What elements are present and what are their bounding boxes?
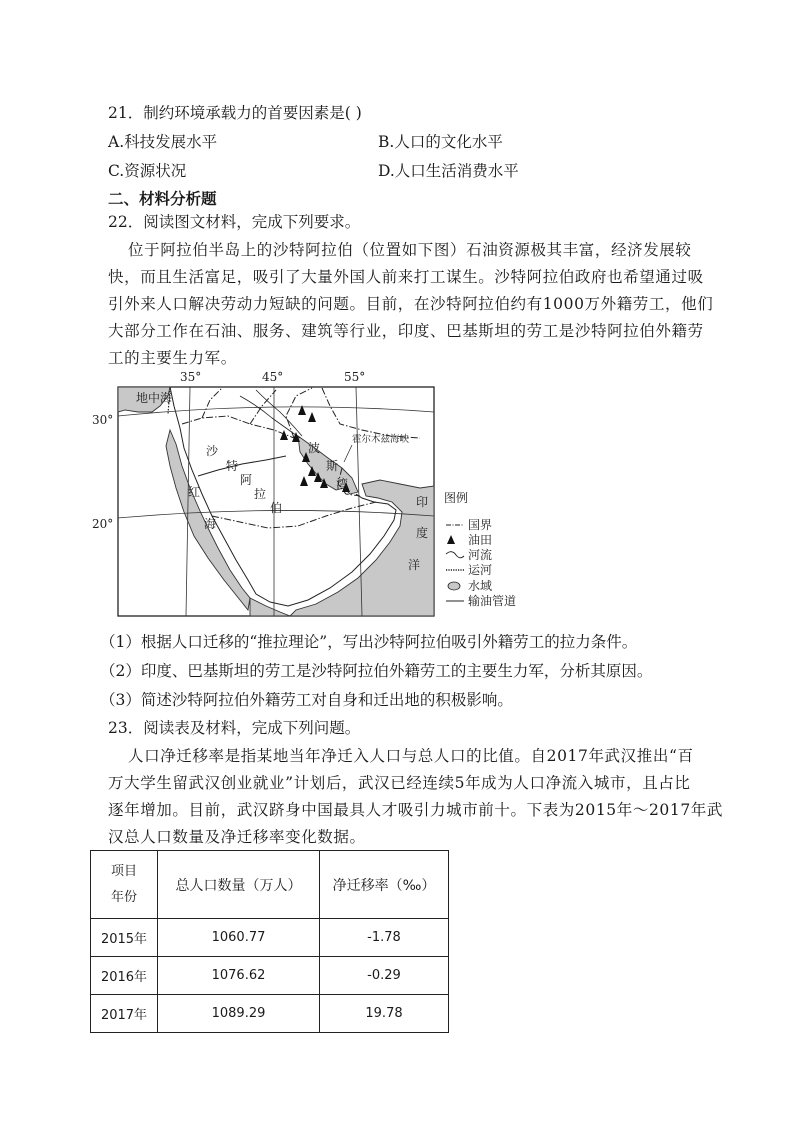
label-redsea-char: 红 [188, 485, 201, 499]
question-23-stem: 23．阅读表及材料，完成下列问题。 [108, 719, 361, 737]
q23-material-line: 逐年增加。目前，武汉跻身中国最具人才吸引力城市前十。下表为2015年～2017年武 [108, 801, 723, 819]
label-indianocean-char: 印 [416, 495, 429, 509]
legend-item: 国界 [468, 518, 493, 532]
legend-item: 油田 [468, 533, 493, 547]
label-hormuz-strait: 霍尔木兹海峡 [352, 434, 410, 445]
label-indianocean-char: 度 [416, 526, 429, 540]
label-redsea-char: 海 [204, 517, 217, 531]
label-gulf-char: 湾 [336, 477, 349, 491]
label-saudi-char: 伯 [270, 501, 283, 515]
legend-title: 图例 [444, 491, 469, 505]
table-header-row [91, 851, 449, 919]
lat-label-30: 30° [92, 413, 114, 427]
column-header-population: 总人口数量（万人） [158, 851, 320, 919]
q22-subquestion-2: （2）印度、巴基斯坦的劳工是沙特阿拉伯外籍劳工的主要生力军，分析其原因。 [100, 662, 653, 680]
population-cell: 1089.29 [158, 995, 320, 1033]
question-21-stem: 21．制约环境承载力的首要因素是( ) [108, 104, 362, 122]
map-legend [444, 490, 516, 608]
table-row [91, 957, 449, 995]
wuhan-population-table [90, 850, 449, 1033]
population-cell: 1060.77 [158, 919, 320, 957]
q22-subquestion-3: （3）简述沙特阿拉伯外籍劳工对自身和迁出地的积极影响。 [100, 691, 513, 709]
q22-material-line: 位于阿拉伯半岛上的沙特阿拉伯（位置如下图）石油资源极其丰富，经济发展较 [128, 241, 692, 259]
table-row [91, 995, 449, 1033]
label-saudi-char: 沙 [206, 444, 219, 458]
population-cell: 1076.62 [158, 957, 320, 995]
label-indianocean-char: 洋 [408, 558, 421, 572]
q22-material-line: 工的主要生力军。 [108, 349, 237, 367]
q21-option-b: B.人口的文化水平 [378, 133, 503, 151]
table-row [91, 919, 449, 957]
q22-material-line: 引外来人口解决劳动力短缺的问题。目前，在沙特阿拉伯约有1000万外籍劳工，他们 [108, 295, 714, 313]
table-corner-cell [91, 851, 158, 919]
river-legend-icon [446, 552, 464, 558]
q23-material-line: 汉总人口数量及净迁移率变化数据。 [108, 828, 366, 846]
corner-top-label: 项目 [110, 863, 137, 879]
label-saudi-char: 特 [226, 459, 239, 473]
label-saudi-char: 拉 [254, 487, 267, 501]
question-22-stem: 22．阅读图文材料，完成下列要求。 [108, 213, 361, 231]
lon-label-35: 35° [180, 370, 202, 384]
section-heading: 二、材料分析题 [108, 190, 217, 208]
corner-bottom-label: 年份 [110, 889, 137, 905]
q22-subquestion-1: （1）根据人口迁移的“推拉理论”，写出沙特阿拉伯吸引外籍劳工的拉力条件。 [100, 633, 638, 651]
q21-option-c: C.资源状况 [108, 162, 187, 180]
q21-option-d: D.人口生活消费水平 [378, 162, 519, 180]
column-header-rate: 净迁移率（‰） [320, 851, 449, 919]
q22-material-line: 大部分工作在石油、服务、建筑等行业，印度、巴基斯坦的劳工是沙特阿拉伯外籍劳 [108, 322, 704, 340]
legend-item: 河流 [468, 548, 493, 562]
label-gulf-char: 波 [308, 441, 321, 455]
saudi-arabia-map [90, 366, 550, 628]
lat-label-20: 20° [92, 517, 114, 531]
q21-option-a: A.科技发展水平 [108, 133, 218, 151]
q23-material-line: 人口净迁移率是指某地当年净迁入人口与总人口的比值。自2017年武汉推出“百 [128, 747, 694, 765]
year-cell: 2016年 [91, 957, 158, 995]
lon-label-55: 55° [344, 370, 366, 384]
oil-field-legend-icon [447, 535, 455, 544]
legend-item: 水域 [468, 579, 493, 593]
year-cell: 2017年 [91, 995, 158, 1033]
rate-cell: -1.78 [320, 919, 449, 957]
rate-cell: 19.78 [320, 995, 449, 1033]
label-gulf-char: 斯 [326, 459, 339, 473]
legend-item: 输油管道 [468, 594, 517, 608]
label-saudi-char: 阿 [240, 473, 253, 487]
legend-item: 运河 [468, 563, 493, 577]
q22-material-line: 快，而且生活富足，吸引了大量外国人前来打工谋生。沙特阿拉伯政府也希望通过吸 [108, 268, 704, 286]
lon-label-45: 45° [262, 370, 284, 384]
year-cell: 2015年 [91, 919, 158, 957]
water-legend-icon [448, 582, 460, 590]
rate-cell: -0.29 [320, 957, 449, 995]
label-mediterranean: 地中海 [136, 391, 173, 405]
q23-material-line: 万大学生留武汉创业就业”计划后，武汉已经连续5年成为人口净流入城市，且占比 [108, 774, 691, 792]
